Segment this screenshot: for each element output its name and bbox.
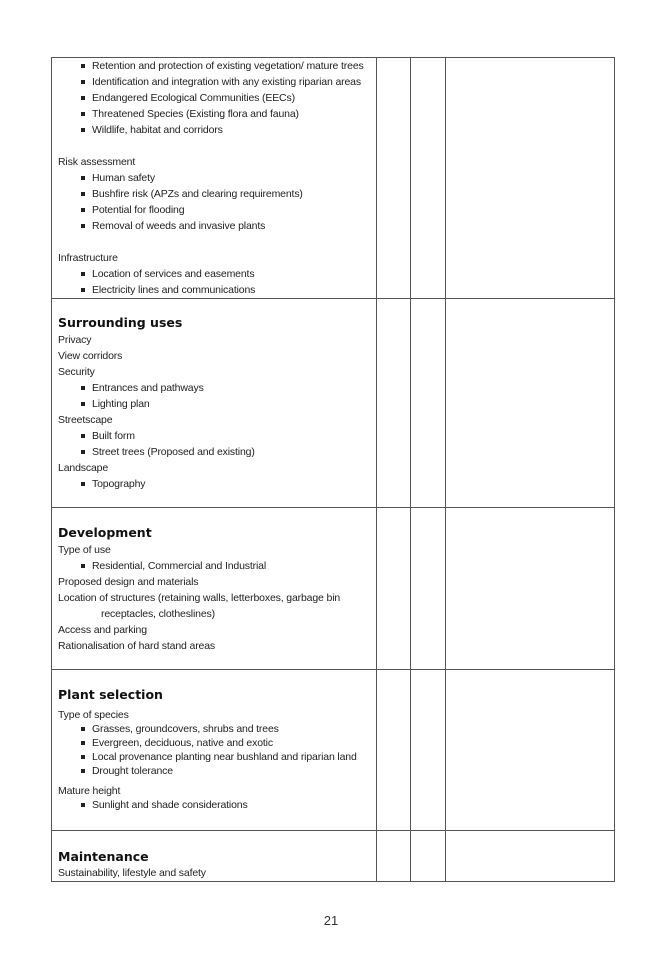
list-item: Local provenance planting near bushland and riparian land <box>58 750 376 764</box>
comments-cell[interactable] <box>446 299 615 508</box>
criteria-text: Access and parking <box>58 624 147 636</box>
criteria-text: Security <box>58 366 95 378</box>
comments-cell[interactable] <box>446 58 615 299</box>
criteria-text: Sustainability, lifestyle and safety <box>58 867 206 879</box>
check-cell[interactable] <box>411 508 446 670</box>
checklist-table <box>51 57 615 882</box>
check-cell[interactable] <box>411 299 446 508</box>
list-item: Street trees (Proposed and existing) <box>58 444 376 460</box>
criteria-cell <box>52 299 377 508</box>
list-item: Retention and protection of existing vegetation/ mature trees <box>58 58 376 74</box>
check-cell[interactable] <box>377 831 411 882</box>
criteria-text: Landscape <box>58 462 109 474</box>
criteria-text: Type of use <box>58 544 111 556</box>
spacer <box>58 138 376 154</box>
criteria-text-continued: receptacles, clotheslines) <box>101 608 215 620</box>
check-cell[interactable] <box>377 508 411 670</box>
page-number: 21 <box>323 913 339 928</box>
section-heading: Plant selection <box>58 687 163 702</box>
section-heading: Development <box>58 525 152 540</box>
criteria-text: Location of structures (retaining walls, letterboxes, garbage bin <box>58 592 341 604</box>
criteria-cell <box>52 508 377 670</box>
list-item: Bushfire risk (APZs and clearing requirements) <box>58 186 376 202</box>
list-item: Drought tolerance <box>58 764 376 778</box>
check-cell[interactable] <box>377 299 411 508</box>
table-row-environment <box>52 58 615 299</box>
list-item: Grasses, groundcovers, shrubs and trees <box>58 722 376 736</box>
section-heading: Surrounding uses <box>58 315 183 330</box>
list-item: Potential for flooding <box>58 202 376 218</box>
check-cell[interactable] <box>411 670 446 831</box>
criteria-text: Rationalisation of hard stand areas <box>58 640 216 652</box>
criteria-text: Proposed design and materials <box>58 576 199 588</box>
criteria-cell <box>52 670 377 831</box>
list-item: Evergreen, deciduous, native and exotic <box>58 736 376 750</box>
comments-cell[interactable] <box>446 831 615 882</box>
comments-cell[interactable] <box>446 508 615 670</box>
criteria-text: Privacy <box>58 334 92 346</box>
spacer <box>58 234 376 250</box>
list-item: Threatened Species (Existing flora and fauna) <box>58 106 376 122</box>
list-item: Location of services and easements <box>58 266 376 282</box>
subheading-infrastructure: Infrastructure <box>58 252 118 264</box>
check-cell[interactable] <box>411 831 446 882</box>
table-row-surrounding-uses <box>52 299 615 508</box>
subheading-risk-assessment: Risk assessment <box>58 156 136 168</box>
criteria-text: Mature height <box>58 785 121 797</box>
list-item: Residential, Commercial and Industrial <box>58 558 376 574</box>
check-cell[interactable] <box>377 58 411 299</box>
table-row-development <box>52 508 615 670</box>
table-row-plant-selection <box>52 670 615 831</box>
list-item: Electricity lines and communications <box>58 282 376 298</box>
criteria-cell <box>52 58 377 299</box>
list-item: Entrances and pathways <box>58 380 376 396</box>
criteria-text: View corridors <box>58 350 123 362</box>
list-item: Wildlife, habitat and corridors <box>58 122 376 138</box>
list-item: Removal of weeds and invasive plants <box>58 218 376 234</box>
table-row-maintenance <box>52 831 615 882</box>
check-cell[interactable] <box>377 670 411 831</box>
criteria-text: Type of species <box>58 709 129 721</box>
list-item: Sunlight and shade considerations <box>58 798 376 812</box>
list-item: Identification and integration with any existing riparian areas <box>58 74 376 90</box>
criteria-cell <box>52 831 377 882</box>
comments-cell[interactable] <box>446 670 615 831</box>
section-heading: Maintenance <box>58 849 149 864</box>
criteria-text: Streetscape <box>58 414 113 426</box>
list-item: Lighting plan <box>58 396 376 412</box>
list-item: Endangered Ecological Communities (EECs) <box>58 90 376 106</box>
list-item: Built form <box>58 428 376 444</box>
check-cell[interactable] <box>411 58 446 299</box>
list-item: Human safety <box>58 170 376 186</box>
list-item: Topography <box>58 476 376 492</box>
